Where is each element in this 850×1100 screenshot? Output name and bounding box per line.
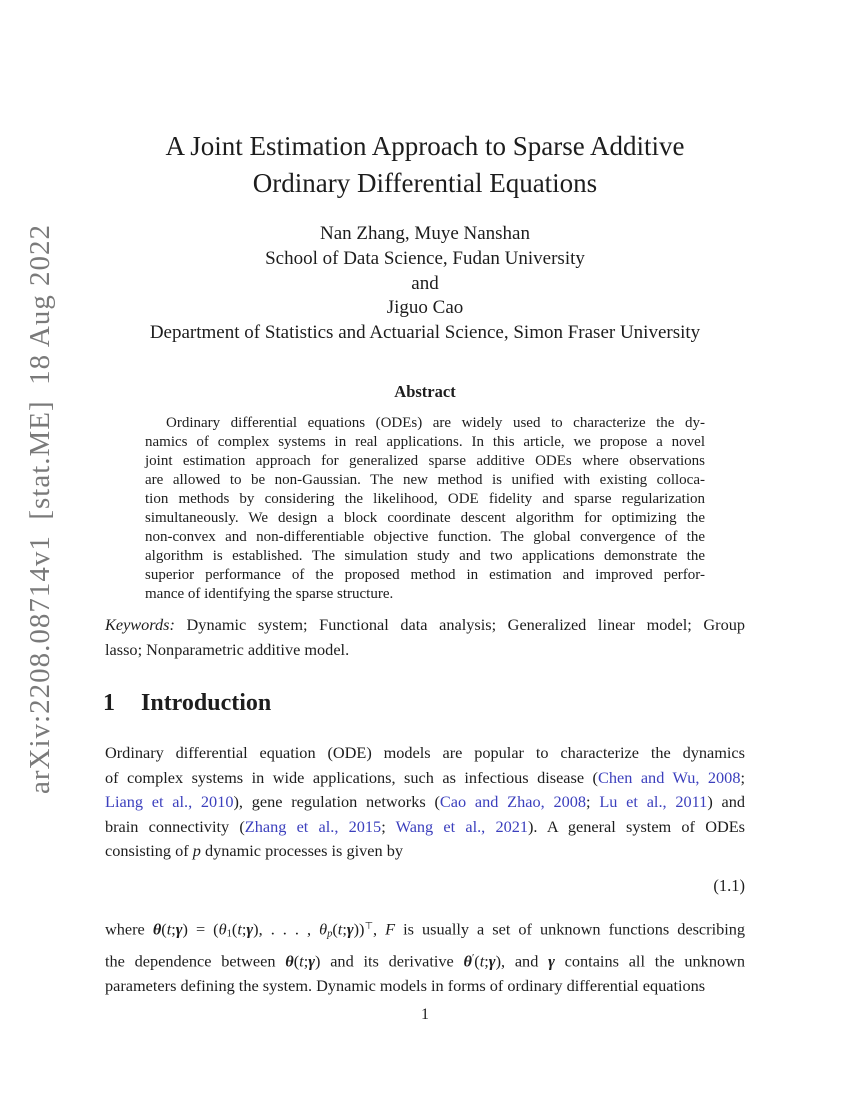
citation-link[interactable]: Zhang et al., 2015 bbox=[244, 816, 382, 836]
text-segment: ( bbox=[293, 951, 300, 971]
text-line bbox=[105, 815, 745, 840]
text-line bbox=[145, 490, 705, 509]
section-number: 1 bbox=[103, 690, 115, 716]
text-segment: γ bbox=[548, 951, 555, 971]
text-segment: γ bbox=[175, 919, 183, 939]
text-segment: is usually a set of unknown functions describing bbox=[395, 919, 746, 939]
text-segment: namics of complex systems in real applications. In this article, we propose a novel bbox=[145, 434, 705, 450]
text-segment: F bbox=[385, 919, 396, 939]
abstract-body bbox=[145, 414, 705, 604]
text-segment: θ bbox=[152, 919, 162, 939]
text-segment: t bbox=[166, 919, 172, 939]
text-segment: ) = ( bbox=[182, 919, 219, 939]
text-line bbox=[105, 839, 745, 864]
paper-title-line-2: Ordinary Differential Equations bbox=[252, 168, 598, 198]
text-line bbox=[105, 637, 745, 662]
text-segment: ′ bbox=[471, 953, 475, 965]
text-segment: t bbox=[237, 919, 242, 939]
text-segment: ( bbox=[332, 919, 338, 939]
text-segment: θ bbox=[218, 919, 227, 939]
text-segment: the dependence between bbox=[105, 951, 286, 971]
text-segment: contains all the unknown bbox=[554, 951, 746, 971]
author-names: Nan Zhang, Muye Nanshan bbox=[319, 223, 530, 244]
text-segment: simultaneously. We design a block coordinate descent algorithm for optimizing the bbox=[145, 510, 705, 526]
text-segment: ; bbox=[241, 919, 247, 939]
text-segment: tion methods by considering the likelihood, ODE fidelity and sparse regularization bbox=[145, 491, 705, 507]
author-block bbox=[0, 222, 850, 346]
text-segment: Keywords: bbox=[105, 615, 175, 634]
abstract-heading: Abstract bbox=[394, 382, 456, 401]
text-segment: θ bbox=[319, 919, 328, 939]
text-segment: parameters defining the system. Dynamic models in forms of ordinary differential equations bbox=[105, 975, 706, 995]
text-segment: ; bbox=[303, 951, 309, 971]
citation-link[interactable]: Lu et al., 2011 bbox=[599, 792, 708, 812]
text-line bbox=[145, 452, 705, 471]
text-segment: lasso; Nonparametric additive model. bbox=[105, 640, 350, 660]
text-line bbox=[145, 471, 705, 490]
author-affiliation-1: School of Data Science, Fudan University bbox=[265, 247, 585, 269]
text-segment: ) and its derivative bbox=[315, 951, 464, 971]
text-segment: joint estimation approach for generalized sparse additive ODEs where observations bbox=[145, 453, 705, 469]
text-segment: Dynamic system; Functional data analysis; Generalized linear model; Group bbox=[174, 615, 745, 634]
text-segment: ). A general system of ODEs bbox=[528, 816, 745, 836]
text-line bbox=[105, 947, 745, 974]
text-segment: ( bbox=[231, 919, 238, 939]
text-line bbox=[145, 528, 705, 547]
text-line bbox=[145, 414, 705, 433]
text-segment: dynamic processes is given by bbox=[200, 841, 403, 861]
citation-link[interactable]: Cao and Zhao, 2008 bbox=[439, 792, 587, 812]
text-line bbox=[105, 790, 745, 815]
text-segment: ; bbox=[484, 951, 489, 971]
text-segment: ; bbox=[171, 919, 176, 939]
text-segment: p bbox=[192, 841, 201, 861]
text-segment: brain connectivity ( bbox=[105, 816, 245, 836]
text-line bbox=[145, 566, 705, 585]
text-segment: γ bbox=[246, 919, 254, 939]
citation-link[interactable]: Wang et al., 2021 bbox=[395, 816, 529, 836]
text-segment: ( bbox=[161, 919, 167, 939]
text-segment: ; bbox=[740, 767, 745, 787]
text-segment: θ bbox=[463, 951, 472, 971]
text-segment: Ordinary differential equations (ODEs) are widely used to characterize the dy- bbox=[166, 415, 705, 431]
citation-link[interactable]: Chen and Wu, 2008 bbox=[597, 767, 741, 787]
text-segment: ⊤ bbox=[364, 921, 373, 932]
after-equation-paragraph bbox=[105, 915, 745, 999]
text-segment: of complex systems in wide applications, such as infectious disease ( bbox=[105, 767, 598, 787]
author-separator: and bbox=[411, 272, 439, 294]
author-affiliation-2: Department of Statistics and Actuarial Science, Simon Fraser University bbox=[149, 322, 701, 344]
text-segment: γ bbox=[488, 951, 496, 971]
section-title: Introduction bbox=[141, 690, 272, 716]
text-segment: ; bbox=[381, 816, 396, 836]
author-name-2: Jiguo Cao bbox=[386, 297, 464, 319]
text-segment: t bbox=[299, 951, 304, 971]
citation-link[interactable]: Liang et al., 2010 bbox=[105, 792, 234, 812]
text-segment: superior performance of the proposed method in estimation and improved perfor- bbox=[145, 567, 705, 583]
equation-number: (1.1) bbox=[713, 876, 745, 895]
text-segment: p bbox=[327, 928, 333, 940]
page-number: 1 bbox=[421, 1006, 429, 1023]
keywords-block bbox=[105, 612, 745, 662]
text-line bbox=[145, 433, 705, 452]
text-segment: t bbox=[337, 919, 343, 939]
text-segment: θ bbox=[285, 951, 294, 971]
text-segment: algorithm is established. The simulation study and two applications demonstrate the bbox=[145, 548, 705, 564]
text-line bbox=[105, 766, 745, 791]
text-segment: ), . . . , bbox=[253, 919, 320, 939]
text-segment: )) bbox=[353, 919, 365, 939]
text-segment: , bbox=[373, 919, 386, 939]
text-segment: ), and bbox=[495, 951, 549, 971]
text-segment: ; bbox=[342, 919, 347, 939]
text-line bbox=[105, 741, 745, 766]
text-line bbox=[105, 974, 745, 999]
text-line bbox=[145, 509, 705, 528]
intro-paragraph bbox=[105, 741, 745, 864]
text-segment: ) and bbox=[707, 792, 746, 812]
text-segment: t bbox=[479, 951, 485, 971]
text-segment: ), gene regulation networks ( bbox=[233, 792, 440, 812]
text-segment: γ bbox=[308, 951, 316, 971]
text-segment: γ bbox=[346, 919, 354, 939]
text-segment: Ordinary differential equation (ODE) models are popular to characterize the dynamics bbox=[105, 743, 745, 762]
text-line bbox=[145, 585, 705, 604]
section-heading bbox=[103, 690, 745, 717]
text-line bbox=[105, 915, 745, 947]
text-segment: ( bbox=[474, 951, 480, 971]
text-segment: non-convex and non-differentiable objective function. The global convergence of the bbox=[145, 529, 705, 545]
paper-title-line-1: A Joint Estimation Approach to Sparse Additive bbox=[165, 131, 685, 161]
text-segment: ; bbox=[586, 792, 600, 812]
text-line bbox=[145, 547, 705, 566]
text-segment: where bbox=[105, 919, 153, 939]
text-segment: 1 bbox=[226, 928, 232, 940]
arxiv-watermark: arXiv:2208.08714v1 [stat.ME] 18 Aug 2022 bbox=[24, 223, 56, 794]
text-segment: consisting of bbox=[105, 841, 193, 861]
text-segment: are allowed to be non-Gaussian. The new method is unified with existing colloca- bbox=[145, 472, 705, 488]
paper-title bbox=[0, 128, 850, 202]
text-segment: mance of identifying the sparse structure. bbox=[145, 586, 394, 602]
text-line bbox=[105, 612, 745, 637]
